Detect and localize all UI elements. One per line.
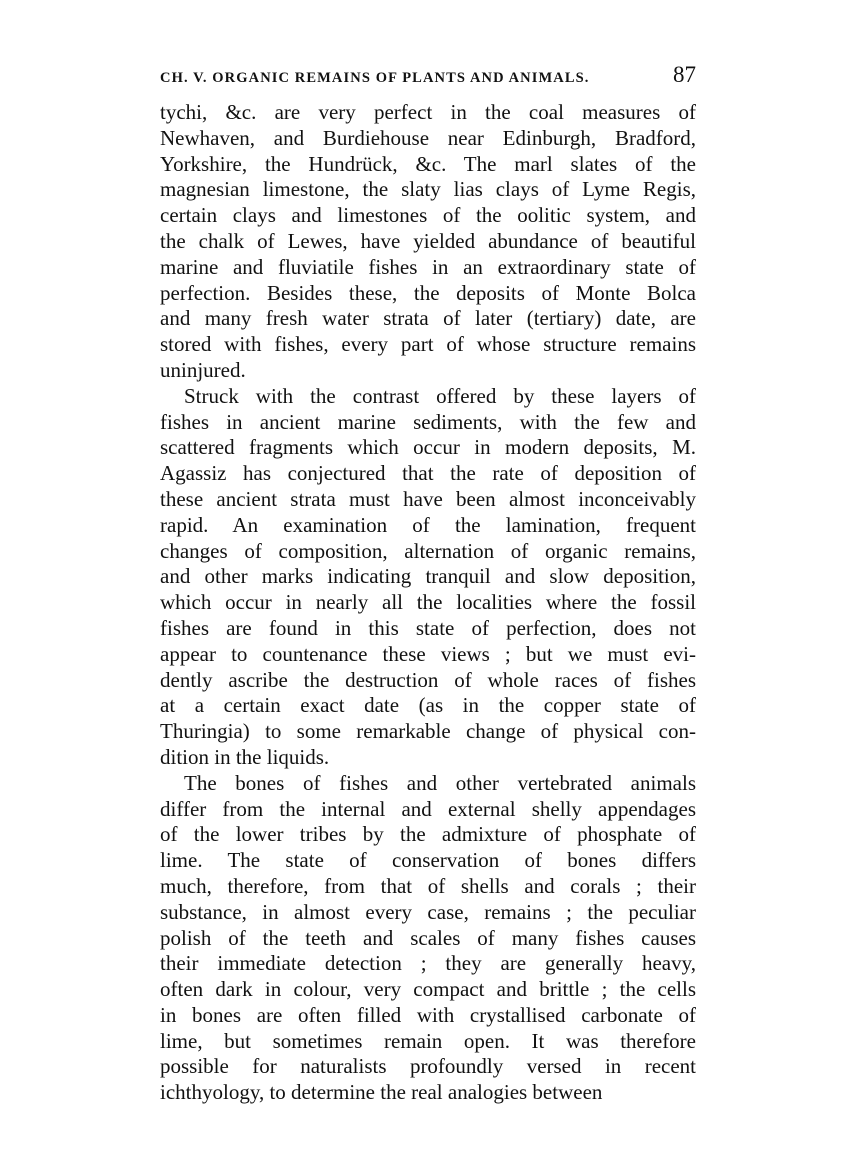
text-line: possible for naturalists profoundly versed in recent — [160, 1054, 696, 1079]
text-line: Newhaven, and Burdiehouse near Edinburgh, Bradford, — [160, 125, 696, 150]
text-line: Thuringia) to some remarkable change of physical con- — [160, 719, 696, 744]
body-text — [160, 100, 696, 1106]
text-line: Struck with the contrast offered by these layers of — [184, 383, 696, 408]
text-line: appear to countenance these views ; but we must evi- — [160, 641, 696, 666]
paragraph — [160, 100, 696, 384]
text-line: ichthyology, to determine the real analogies between — [160, 1080, 603, 1105]
text-line: much, therefore, from that of shells and corals ; their — [160, 873, 696, 898]
text-line: in bones are often filled with crystallised carbonate of — [160, 1002, 696, 1027]
text-line: uninjured. — [160, 357, 246, 382]
page-number: 87 — [673, 62, 696, 87]
running-head — [160, 62, 696, 92]
text-line: marine and fluviatile fishes in an extraordinary state of — [160, 254, 696, 279]
text-line: Yorkshire, the Hundrück, &c. The marl slates of the — [160, 151, 696, 176]
text-line: tychi, &c. are very perfect in the coal measures of — [160, 100, 696, 124]
paragraph — [160, 384, 696, 771]
running-head-title: CH. V. ORGANIC REMAINS OF PLANTS AND ANIMALS. — [160, 70, 590, 86]
text-line: fishes are found in this state of perfection, does not — [160, 615, 696, 640]
text-line: which occur in nearly all the localities where the fossil — [160, 590, 696, 615]
text-line: their immediate detection ; they are generally heavy, — [160, 951, 696, 976]
text-line: often dark in colour, very compact and brittle ; the cells — [160, 977, 696, 1002]
text-line: The bones of fishes and other vertebrated animals — [184, 770, 696, 795]
text-line: stored with fishes, every part of whose structure remains — [160, 332, 696, 357]
text-line: differ from the internal and external shelly appendages — [160, 796, 696, 821]
text-line: changes of composition, alternation of organic remains, — [160, 538, 696, 563]
text-line: these ancient strata must have been almost inconceivably — [160, 486, 696, 511]
text-line: and other marks indicating tranquil and slow deposition, — [160, 564, 696, 589]
text-line: perfection. Besides these, the deposits of Monte Bolca — [160, 280, 696, 305]
text-line: lime. The state of conservation of bones differs — [160, 848, 696, 873]
text-line: polish of the teeth and scales of many fishes causes — [160, 925, 696, 950]
text-line: dently ascribe the destruction of whole races of fishes — [160, 667, 696, 692]
text-line: of the lower tribes by the admixture of phosphate of — [160, 822, 696, 847]
text-line: Agassiz has conjectured that the rate of deposition of — [160, 461, 696, 486]
text-line: at a certain exact date (as in the copper state of — [160, 693, 696, 718]
text-line: substance, in almost every case, remains ; the peculiar — [160, 899, 696, 924]
text-line: and many fresh water strata of later (tertiary) date, are — [160, 306, 696, 331]
text-line: rapid. An examination of the lamination, frequent — [160, 512, 696, 537]
text-line: fishes in ancient marine sediments, with the few and — [160, 409, 696, 434]
text-line: certain clays and limestones of the oolitic system, and — [160, 203, 696, 228]
text-line: dition in the liquids. — [160, 744, 330, 769]
book-page — [160, 62, 696, 1106]
text-line: scattered fragments which occur in modern deposits, M. — [160, 435, 696, 460]
paragraph — [160, 771, 696, 1106]
text-line: magnesian limestone, the slaty lias clays of Lyme Regis, — [160, 177, 696, 202]
text-line: the chalk of Lewes, have yielded abundance of beautiful — [160, 228, 696, 253]
text-line: lime, but sometimes remain open. It was therefore — [160, 1028, 696, 1053]
